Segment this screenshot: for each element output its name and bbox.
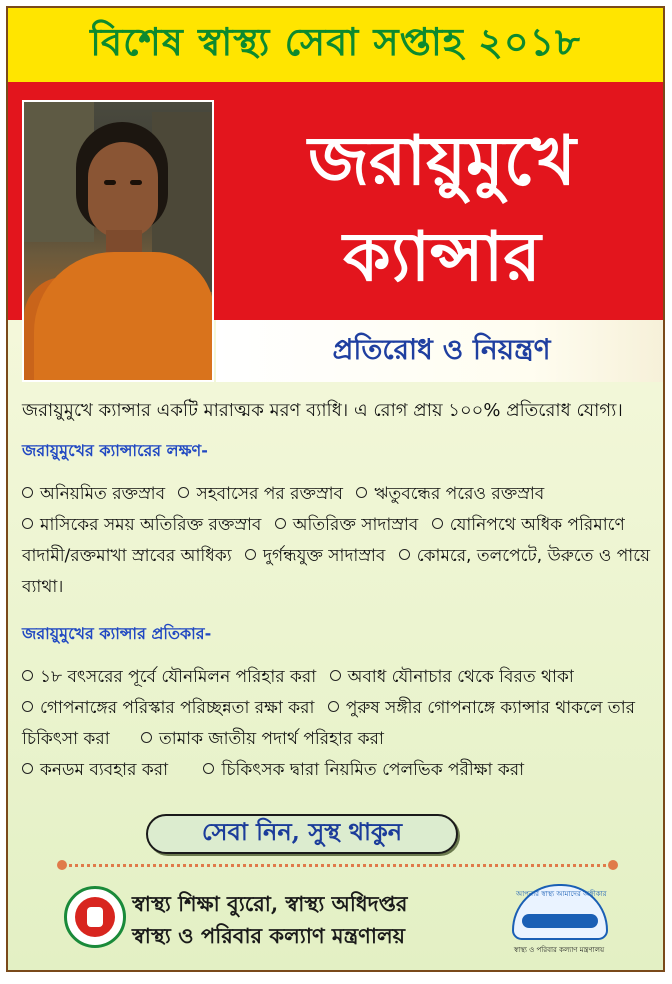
logo-wave-icon xyxy=(522,914,598,928)
circle-bullet-icon xyxy=(141,732,152,743)
campaign-title: বিশেষ স্বাস্থ্য সেবা সপ্তাহ ২০১৮ xyxy=(90,19,581,64)
logo-emblem-icon xyxy=(75,897,115,937)
list-item-text: সহবাসের পর রক্তস্রাব xyxy=(196,484,344,504)
footer-line-2: স্বাস্থ্য ও পরিবার কল্যাণ মন্ত্রণালয় xyxy=(132,923,405,948)
list-item xyxy=(356,484,544,504)
content-area xyxy=(22,396,652,786)
list-item xyxy=(275,515,419,535)
list-item-text: অনিয়মিত রক্তস্রাব xyxy=(40,484,166,504)
subtitle: প্রতিরোধ ও নিয়ন্ত্রণ xyxy=(332,332,551,366)
circle-bullet-icon xyxy=(432,518,443,529)
slogan-box xyxy=(146,814,458,854)
circle-bullet-icon xyxy=(22,763,33,774)
photo-sari xyxy=(34,252,214,382)
list-item xyxy=(178,484,343,504)
subtitle-band xyxy=(216,320,665,382)
divider-dot xyxy=(608,860,618,870)
top-banner xyxy=(8,8,663,82)
list-item xyxy=(141,729,384,749)
list-item-text: অতিরিক্ত সাদাস্রাব xyxy=(292,515,419,535)
logo-caption: স্বাস্থ্য ও পরিবার কল্যাণ মন্ত্রণালয় xyxy=(513,946,605,954)
circle-bullet-icon xyxy=(22,487,33,498)
remedies-list xyxy=(22,662,652,786)
circle-bullet-icon xyxy=(356,487,367,498)
circle-bullet-icon xyxy=(22,670,33,681)
slogan: সেবা নিন, সুস্থ থাকুন xyxy=(201,817,403,846)
headline-line-2: ক্যান্সার xyxy=(343,217,541,297)
list-item xyxy=(22,515,261,535)
headline-line-1: জরায়ুমুখে xyxy=(308,121,576,201)
circle-bullet-icon xyxy=(328,701,339,712)
list-item xyxy=(22,667,316,687)
list-item-text: ১৮ বৎসরের পূর্বে যৌনমিলন পরিহার করা xyxy=(40,667,317,687)
list-item xyxy=(203,760,524,780)
list-item xyxy=(330,667,574,687)
poster xyxy=(6,6,665,972)
footer xyxy=(8,874,663,972)
circle-bullet-icon xyxy=(22,518,33,529)
list-item-text: পুরুষ সঙ্গীর গোপনাঙ্গে ক্যান্সার থাকলে তার চিকিৎসা করা xyxy=(22,698,635,749)
list-item xyxy=(22,698,314,718)
woman-photo xyxy=(22,100,214,382)
list-item xyxy=(22,484,165,504)
photo-eye xyxy=(130,180,142,185)
circle-bullet-icon xyxy=(245,549,256,560)
circle-bullet-icon xyxy=(178,487,189,498)
list-item-text: যোনিপথে অধিক পরিমাণে বাদামী/রক্তমাখা স্রাবের আধিক্য xyxy=(22,515,625,566)
circle-bullet-icon xyxy=(399,549,410,560)
symptoms-heading: জরায়ুমুখের ক্যান্সারের লক্ষণ- xyxy=(22,441,208,460)
remedies-heading: জরায়ুমুখের ক্যান্সার প্রতিকার- xyxy=(22,624,212,643)
list-item-text: ঋতুবন্ধের পরেও রক্তস্রাব xyxy=(374,484,545,504)
logo-arc-text: আপনার স্বাস্থ্য আমাদের অঙ্গীকার xyxy=(516,890,607,898)
photo-eye xyxy=(104,180,116,185)
symptoms-list xyxy=(22,479,652,603)
footer-text xyxy=(132,888,492,952)
ministry-logo xyxy=(504,884,614,954)
health-directorate-logo xyxy=(64,886,126,948)
list-item xyxy=(245,546,385,566)
dotted-divider xyxy=(62,864,614,867)
list-item-text: দুর্গন্ধযুক্ত সাদাস্রাব xyxy=(263,546,386,566)
photo-face xyxy=(88,142,158,238)
footer-line-1: স্বাস্থ্য শিক্ষা ব্যুরো, স্বাস্থ্য অধিদপ্তর xyxy=(132,891,408,916)
list-item-text: কোমরে, তলপেটে, উরুতে ও পায়ে ব্যাথা। xyxy=(22,546,651,597)
list-item-text: কনডম ব্যবহার করা xyxy=(40,760,169,780)
circle-bullet-icon xyxy=(203,763,214,774)
circle-bullet-icon xyxy=(330,670,341,681)
list-item xyxy=(22,760,168,780)
list-item-text: মাসিকের সময় অতিরিক্ত রক্তস্রাব xyxy=(40,515,262,535)
list-item-text: চিকিৎসক দ্বারা নিয়মিত পেলভিক পরীক্ষা করা xyxy=(221,760,525,780)
circle-bullet-icon xyxy=(22,701,33,712)
list-item-text: তামাক জাতীয় পদার্থ পরিহার করা xyxy=(159,729,384,749)
list-item-text: অবাধ যৌনাচার থেকে বিরত থাকা xyxy=(347,667,574,687)
list-item-text: গোপনাঙ্গের পরিস্কার পরিচ্ছন্নতা রক্ষা করা xyxy=(40,698,315,718)
circle-bullet-icon xyxy=(275,518,286,529)
intro-paragraph: জরায়ুমুখে ক্যান্সার একটি মারাত্মক মরণ ব্যাধি। এ রোগ প্রায় ১০০% প্রতিরোধ যোগ্য। xyxy=(22,400,623,421)
